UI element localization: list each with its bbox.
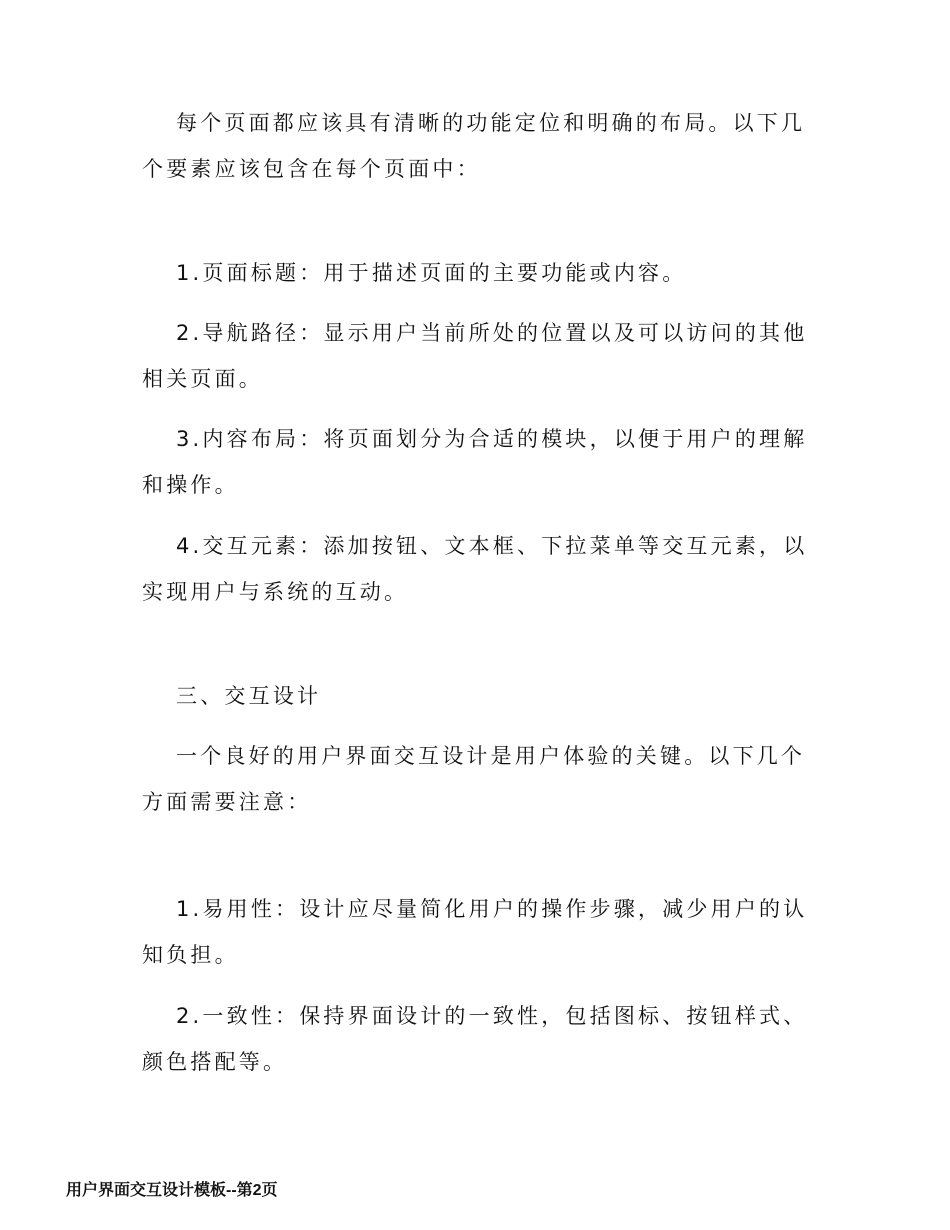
- intro-paragraph: 每个页面都应该具有清晰的功能定位和明确的布局。以下几个要素应该包含在每个页面中：: [142, 111, 806, 181]
- page-footer: 用户界面交互设计模板--第2页: [66, 1182, 278, 1199]
- list-item-content-layout: 3.内容布局：将页面划分为合适的模块，以便于用户的理解和操作。: [142, 427, 808, 497]
- list-item-page-title: 1.页面标题：用于描述页面的主要功能或内容。: [176, 261, 687, 285]
- list-item-interactive-elements: 4.交互元素：添加按钮、文本框、下拉菜单等交互元素，以实现用户与系统的互动。: [142, 534, 808, 604]
- section-heading: 三、交互设计: [176, 684, 322, 708]
- section-intro-paragraph: 一个良好的用户界面交互设计是用户体验的关键。以下几个方面需要注意：: [142, 744, 806, 814]
- list-item-consistency: 2.一致性：保持界面设计的一致性，包括图标、按钮样式、颜色搭配等。: [142, 1004, 808, 1074]
- list-item-navigation-path: 2.导航路径：显示用户当前所处的位置以及可以访问的其他相关页面。: [142, 321, 808, 391]
- list-item-usability: 1.易用性：设计应尽量简化用户的操作步骤，减少用户的认知负担。: [142, 897, 808, 967]
